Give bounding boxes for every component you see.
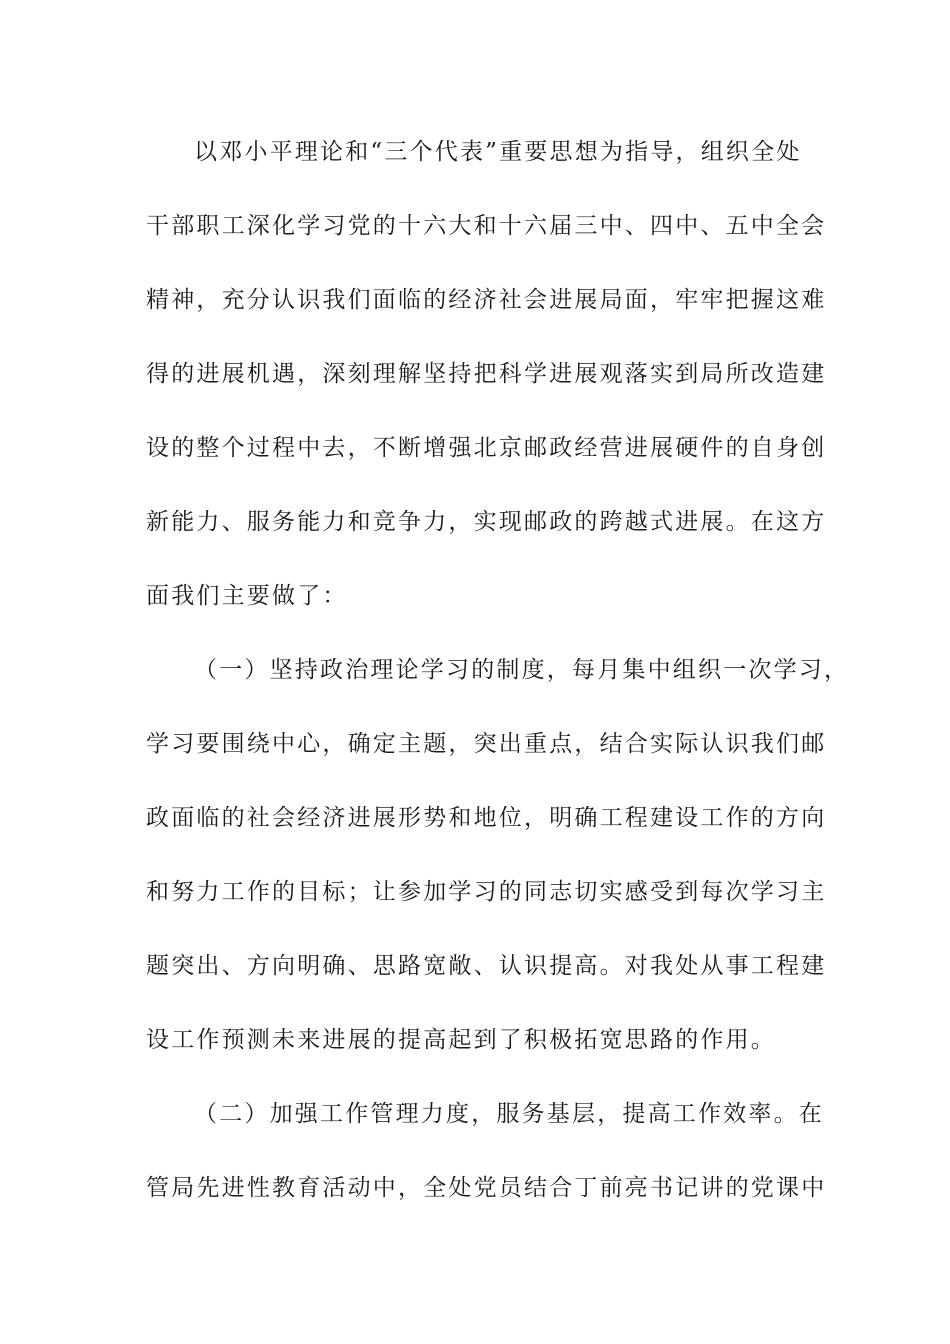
paragraph-line-15: 管局先进性教育活动中，全处党员结合丁前亮书记讲的党课中 xyxy=(146,1175,827,1201)
paragraph-line-1: 以邓小平理论和“三个代表”重要思想为指导，组织全处 xyxy=(194,139,802,165)
paragraph-line-12: 题突出、方向明确、思路宽敞、认识提高。对我处从事工程建 xyxy=(146,953,827,979)
paragraph-line-7: 面我们主要做了： xyxy=(146,583,348,609)
paragraph-line-8: （一）坚持政治理论学习的制度，每月集中组织一次学习， xyxy=(194,657,850,683)
paragraph-line-14: （二）加强工作管理力度，服务基层，提高工作效率。在 xyxy=(194,1101,824,1127)
paragraph-line-5: 设的整个过程中去，不断增强北京邮政经营进展硬件的自身创 xyxy=(146,435,827,461)
paragraph-line-3: 精神，充分认识我们面临的经济社会进展局面，牢牢把握这难 xyxy=(146,287,827,313)
paragraph-line-10: 政面临的社会经济进展形势和地位，明确工程建设工作的方向 xyxy=(146,805,827,831)
paragraph-line-4: 得的进展机遇，深刻理解坚持把科学进展观落实到局所改造建 xyxy=(146,361,827,387)
paragraph-line-2: 干部职工深化学习党的十六大和十六届三中、四中、五中全会 xyxy=(146,213,827,239)
paragraph-line-13: 设工作预测未来进展的提高起到了积极拓宽思路的作用。 xyxy=(146,1027,776,1053)
paragraph-line-6: 新能力、服务能力和竞争力，实现邮政的跨越式进展。在这方 xyxy=(146,509,827,535)
paragraph-line-11: 和努力工作的目标；让参加学习的同志切实感受到每次学习主 xyxy=(146,879,827,905)
paragraph-line-9: 学习要围绕中心，确定主题，突出重点，结合实际认识我们邮 xyxy=(146,731,827,757)
